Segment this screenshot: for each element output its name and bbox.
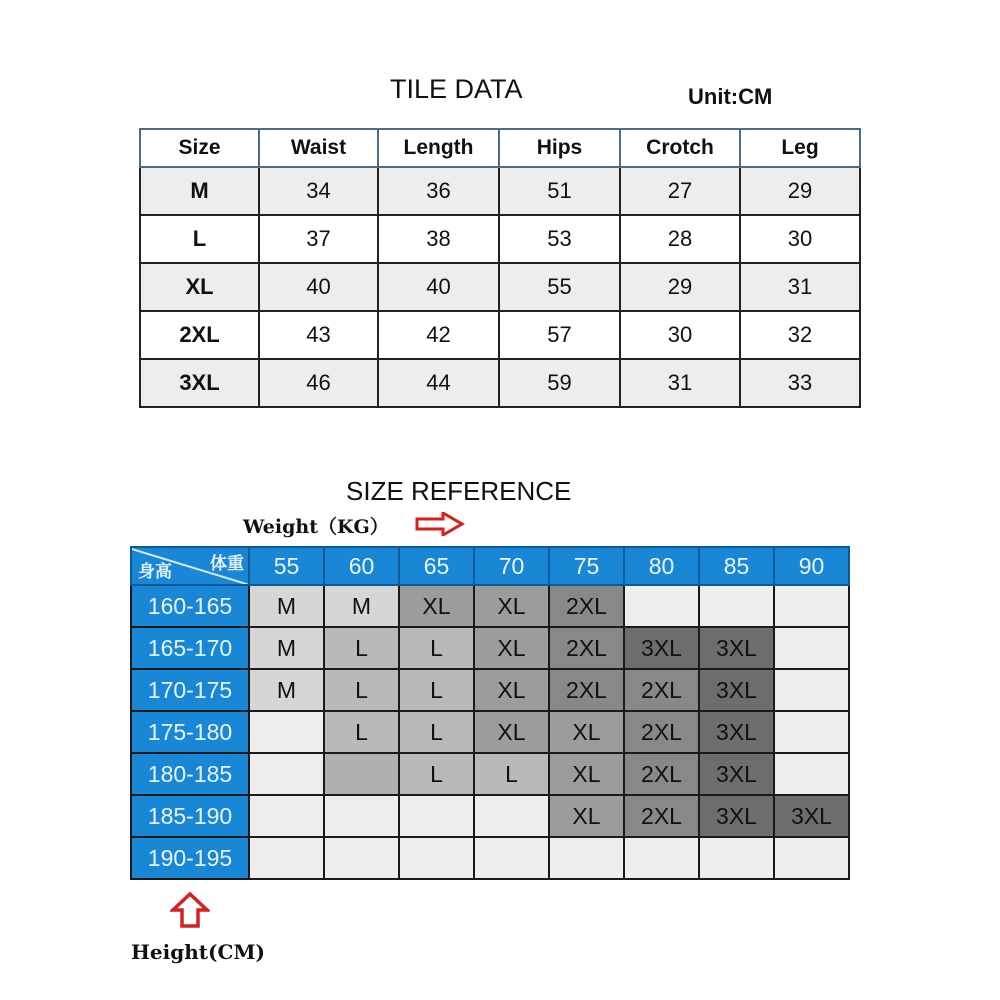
size-cell — [249, 711, 324, 753]
cell-size: 3XL — [140, 359, 259, 407]
weight-header-cell: 65 — [399, 547, 474, 585]
table-row — [131, 585, 849, 627]
size-cell: 3XL — [699, 627, 774, 669]
size-cell: XL — [474, 669, 549, 711]
size-cell: L — [399, 669, 474, 711]
height-range-cell: 160-165 — [131, 585, 249, 627]
size-cell — [774, 753, 849, 795]
size-reference-table — [130, 546, 850, 880]
size-cell: L — [474, 753, 549, 795]
size-cell — [774, 669, 849, 711]
cell-size: 2XL — [140, 311, 259, 359]
size-cell — [774, 837, 849, 879]
size-cell — [699, 585, 774, 627]
size-cell: 2XL — [624, 753, 699, 795]
size-cell — [774, 585, 849, 627]
size-cell: 2XL — [549, 627, 624, 669]
size-cell — [324, 837, 399, 879]
size-cell — [624, 585, 699, 627]
table-row — [140, 215, 860, 263]
size-cell — [249, 795, 324, 837]
cell-crotch: 29 — [620, 263, 740, 311]
header-hips: Hips — [499, 129, 620, 167]
size-cell: L — [399, 711, 474, 753]
cell-length: 36 — [378, 167, 499, 215]
table-row — [131, 711, 849, 753]
table-row — [140, 359, 860, 407]
table-header-row — [140, 129, 860, 167]
size-cell — [774, 711, 849, 753]
size-cell — [399, 795, 474, 837]
table-row — [140, 167, 860, 215]
cell-leg: 33 — [740, 359, 860, 407]
size-cell: XL — [549, 711, 624, 753]
size-cell: XL — [474, 627, 549, 669]
cell-hips: 55 — [499, 263, 620, 311]
table-row — [131, 795, 849, 837]
size-cell: L — [399, 627, 474, 669]
cell-waist: 34 — [259, 167, 378, 215]
cell-leg: 31 — [740, 263, 860, 311]
corner-weight-label: 体重 — [210, 554, 244, 573]
table-row — [140, 263, 860, 311]
cell-waist: 37 — [259, 215, 378, 263]
weight-header-cell: 55 — [249, 547, 324, 585]
height-range-cell: 190-195 — [131, 837, 249, 879]
size-cell — [774, 627, 849, 669]
size-cell: M — [249, 585, 324, 627]
size-cell — [549, 837, 624, 879]
size-cell: 3XL — [699, 753, 774, 795]
header-size: Size — [140, 129, 259, 167]
cell-leg: 29 — [740, 167, 860, 215]
size-cell — [624, 837, 699, 879]
size-cell: M — [249, 669, 324, 711]
right-arrow-icon — [415, 512, 465, 541]
size-cell: 3XL — [624, 627, 699, 669]
weight-header-cell: 60 — [324, 547, 399, 585]
cell-length: 42 — [378, 311, 499, 359]
height-axis-label: Height(CM) — [131, 940, 265, 964]
weight-header-cell: 80 — [624, 547, 699, 585]
size-cell: 2XL — [624, 669, 699, 711]
table-row — [131, 669, 849, 711]
cell-size: XL — [140, 263, 259, 311]
size-cell — [699, 837, 774, 879]
size-cell: 2XL — [624, 795, 699, 837]
height-range-cell: 180-185 — [131, 753, 249, 795]
size-cell: 3XL — [774, 795, 849, 837]
size-cell: 3XL — [699, 711, 774, 753]
header-waist: Waist — [259, 129, 378, 167]
corner-height-label: 身高 — [138, 562, 172, 581]
unit-label: Unit:CM — [688, 84, 773, 109]
size-cell — [249, 837, 324, 879]
weight-header-cell: 70 — [474, 547, 549, 585]
cell-leg: 32 — [740, 311, 860, 359]
tile-data-table — [139, 128, 861, 408]
cell-hips: 53 — [499, 215, 620, 263]
up-arrow-icon — [170, 892, 210, 933]
size-cell: 3XL — [699, 669, 774, 711]
size-cell: XL — [474, 711, 549, 753]
size-cell: XL — [549, 753, 624, 795]
weight-header-cell: 85 — [699, 547, 774, 585]
size-cell: L — [324, 627, 399, 669]
size-cell — [474, 837, 549, 879]
size-cell — [324, 753, 399, 795]
corner-cell — [131, 547, 249, 585]
table-row — [131, 627, 849, 669]
header-length: Length — [378, 129, 499, 167]
header-leg: Leg — [740, 129, 860, 167]
size-cell: L — [324, 711, 399, 753]
size-cell — [474, 795, 549, 837]
size-cell: M — [324, 585, 399, 627]
cell-waist: 40 — [259, 263, 378, 311]
cell-crotch: 27 — [620, 167, 740, 215]
size-cell: L — [324, 669, 399, 711]
size-cell: 3XL — [699, 795, 774, 837]
header-crotch: Crotch — [620, 129, 740, 167]
size-cell: M — [249, 627, 324, 669]
size-cell: L — [399, 753, 474, 795]
weight-header-cell: 90 — [774, 547, 849, 585]
size-cell — [249, 753, 324, 795]
size-cell: XL — [399, 585, 474, 627]
size-cell: 2XL — [624, 711, 699, 753]
cell-hips: 57 — [499, 311, 620, 359]
cell-length: 40 — [378, 263, 499, 311]
size-cell: XL — [474, 585, 549, 627]
cell-waist: 46 — [259, 359, 378, 407]
cell-waist: 43 — [259, 311, 378, 359]
cell-length: 44 — [378, 359, 499, 407]
cell-hips: 51 — [499, 167, 620, 215]
table-row — [140, 311, 860, 359]
weight-header-row — [131, 547, 849, 585]
size-cell — [324, 795, 399, 837]
cell-size: M — [140, 167, 259, 215]
cell-crotch: 30 — [620, 311, 740, 359]
cell-crotch: 31 — [620, 359, 740, 407]
weight-axis-label: Weight（KG） — [243, 516, 389, 538]
cell-crotch: 28 — [620, 215, 740, 263]
cell-hips: 59 — [499, 359, 620, 407]
table-row — [131, 837, 849, 879]
size-reference-title: SIZE REFERENCE — [346, 476, 572, 506]
size-cell: 2XL — [549, 585, 624, 627]
height-range-cell: 165-170 — [131, 627, 249, 669]
size-cell: XL — [549, 795, 624, 837]
tile-data-title: TILE DATA — [390, 74, 523, 104]
cell-size: L — [140, 215, 259, 263]
weight-header-cell: 75 — [549, 547, 624, 585]
table-row — [131, 753, 849, 795]
cell-leg: 30 — [740, 215, 860, 263]
height-range-cell: 175-180 — [131, 711, 249, 753]
height-range-cell: 170-175 — [131, 669, 249, 711]
cell-length: 38 — [378, 215, 499, 263]
size-cell: 2XL — [549, 669, 624, 711]
size-cell — [399, 837, 474, 879]
height-range-cell: 185-190 — [131, 795, 249, 837]
